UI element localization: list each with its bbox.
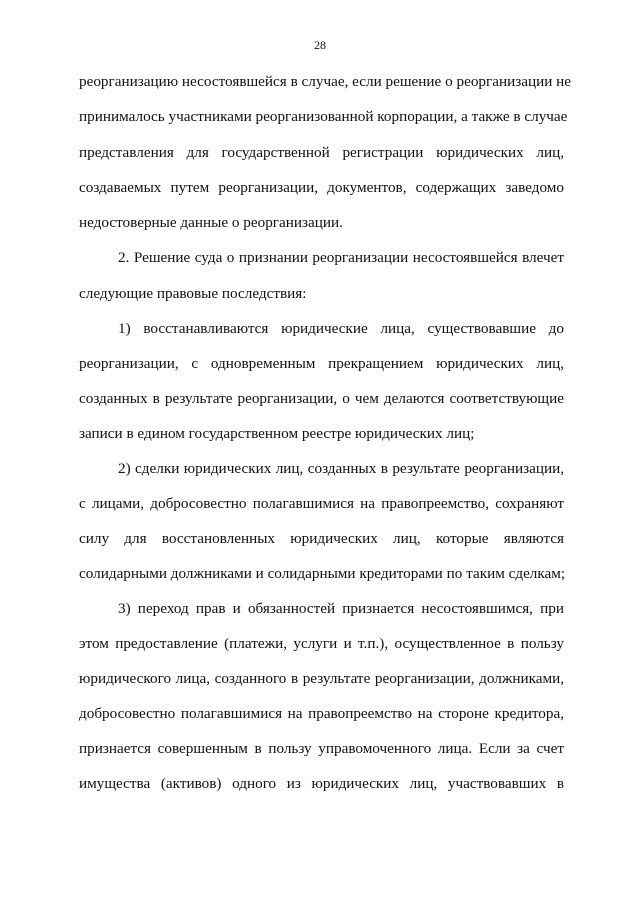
text-line: 1) восстанавливаются юридические лица, существовавшие до	[118, 320, 564, 337]
text-line: 3) переход прав и обязанностей признается несостоявшимся, при	[118, 600, 564, 617]
text-line: созданных в результате реорганизации, о чем делаются соответствующие	[79, 390, 564, 407]
text-line: этом предоставление (платежи, услуги и т.п.), осуществленное в пользу	[79, 635, 564, 652]
text-line: принималось участниками реорганизованной корпорации, а также в случае	[79, 108, 568, 125]
text-line: создаваемых путем реорганизации, документов, содержащих заведомо	[79, 179, 564, 196]
text-line: реорганизацию несостоявшейся в случае, если решение о реорганизации не	[79, 73, 572, 90]
text-line: представления для государственной регистрации юридических лиц,	[79, 144, 564, 161]
page-number: 28	[314, 38, 326, 52]
text-line: добросовестно полагавшимися на правопреемство на стороне кредитора,	[79, 705, 564, 722]
text-line: признается совершенным в пользу управомоченного лица. Если за счет	[79, 740, 564, 757]
text-line: записи в едином государственном реестре юридических лиц;	[79, 425, 475, 442]
text-line: 2) сделки юридических лиц, созданных в результате реорганизации,	[118, 460, 564, 477]
text-line: силу для восстановленных юридических лиц, которые являются	[79, 530, 564, 547]
text-line: реорганизации, с одновременным прекращением юридических лиц,	[79, 355, 564, 372]
text-line: солидарными должниками и солидарными кредиторами по таким сделкам;	[79, 565, 566, 582]
text-line: юридического лица, созданного в результате реорганизации, должниками,	[79, 670, 564, 687]
text-line: недостоверные данные о реорганизации.	[79, 214, 343, 231]
text-line: имущества (активов) одного из юридических лиц, участвовавших в	[79, 775, 564, 792]
text-line: следующие правовые последствия:	[79, 285, 307, 302]
text-line: с лицами, добросовестно полагавшимися на правопреемство, сохраняют	[79, 495, 564, 512]
text-line: 2. Решение суда о признании реорганизации несостоявшейся влечет	[118, 249, 564, 266]
